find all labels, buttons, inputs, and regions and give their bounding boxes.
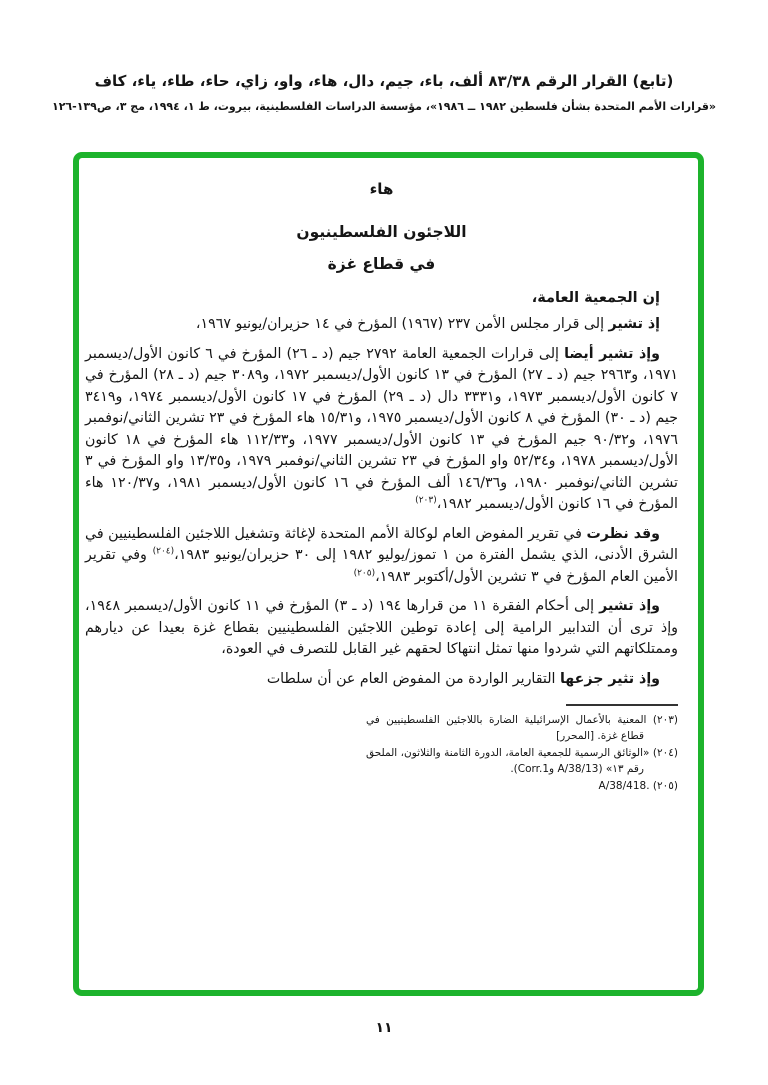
paragraph-lead: وإذ تثير جزعها	[559, 670, 660, 687]
footnote-marker: (٢٠٥)	[649, 780, 678, 792]
paragraph-text: في تقرير المفوض العام لوكالة الأمم المتحدة لإغاثة وتشغيل اللاجئين الفلسطينيين في الشرق الأدنى، الذي يشمل الفترة من ١ تموز/يوليو ١٩٨٢ إلى ٣٠ حزيران/يونيو ١٩٨٣،	[85, 525, 679, 563]
document-title-line1: اللاجئون الفلسطينيون	[296, 223, 467, 241]
salutation: إن الجمعية العامة،	[531, 290, 660, 306]
paragraph-text: إلى أحكام الفقرة ١١ من قرارها ١٩٤ (د ـ ٣) المؤرخ في ١١ كانون الأول/ديسمبر ١٩٤٨، وإذ ترى أن التدابير الرامية إلى إعادة توطين اللاجئين الفلسطينيين بقطاع غزة بعيدا عن ديارهم وممتلكاتهم التي شردوا منها تمثل انتهاكا لحقهم غير القابل للتصرف في العودة،	[85, 598, 678, 657]
paragraph	[85, 596, 678, 661]
paragraph-text: إلى قرار مجلس الأمن ٢٣٧ (١٩٦٧) المؤرخ في ١٤ حزيران/يونيو ١٩٦٧،	[195, 316, 609, 332]
footnote-marker: (٢٠٣)	[646, 714, 678, 726]
paragraph-list	[85, 314, 678, 690]
footnote-list	[366, 712, 678, 794]
footnote-item	[366, 778, 678, 794]
footnote-item	[366, 712, 678, 744]
footnote-text: «الوثائق الرسمية للجمعية العامة، الدورة الثامنة والثلاثون، الملحق رقم ١٣» (A/38/13‎ وCorr.1‎).	[366, 747, 650, 775]
footnote-reference: (٢٠٤)	[152, 546, 175, 557]
paragraph-text: إلى قرارات الجمعية العامة ٢٧٩٢ جيم (د ـ ٢٦) المؤرخ في ٦ كانون الأول/ديسمبر ١٩٧١، و٢٩٦٣ جيم (د ـ ٢٧) المؤرخ في ١٣ كانون الأول/ديسمبر ١٩٧٢، و٣٠٨٩ جيم (د ـ ٢٨) المؤرخ في ٧ كانون الأول/ديسمبر ١٩٧٣، و٣٣٣١ دال (د ـ ٢٩) المؤرخ في ١٧ كانون الأول/ديسمبر ١٩٧٤، و٣٤١٩ جيم (د ـ ٣٠) المؤرخ في ٨ كانون الأول/ديسمبر ١٩٧٥، و١٥/٣١ هاء المؤرخ في ٢٣ تشرين الثاني/نوفمبر ١٩٧٦، و٩٠/٣٢ جيم المؤرخ في ١٣ كانون الأول/ديسمبر ١٩٧٧، و١١٢/٣٣ هاء المؤرخ في ١٨ كانون الأول/ديسمبر ١٩٧٨، و٥٢/٣٤ واو المؤرخ في ٢٣ تشرين الثاني/نوفمبر ١٩٧٩، و١٣/٣٥ واو المؤرخ في ٣ تشرين الثاني/نوفمبر ١٩٨٠، و١٤٦/٣٦ ألف المؤرخ في ١٦ كانون الأول/ديسمبر ١٩٨١، و١٢٠/٣٧ هاء المؤرخ في ١٦ كانون الأول/ديسمبر ١٩٨٢،	[85, 345, 678, 512]
section-letter: هاء	[369, 180, 394, 198]
footnote-text: المعنية بالأعمال الإسرائيلية الضارة باللاجئين الفلسطينيين في قطاع غزة. [المحرر]	[366, 714, 647, 742]
footnote-reference: (٢٠٣)	[415, 495, 437, 506]
document-frame	[73, 152, 704, 996]
document-title-line2: في قطاع غزة	[327, 255, 436, 273]
page-number: ١١	[375, 1020, 393, 1036]
paragraph-text: التقارير الواردة من المفوض العام عن أن سلطات	[266, 670, 560, 687]
footnote-separator	[566, 704, 678, 706]
footnote-text: A/38/418.‎	[598, 780, 650, 792]
footnote-reference: (٢٠٥)	[353, 567, 376, 578]
footnote-item	[366, 745, 678, 777]
paragraph-lead: وقد نظرت	[586, 525, 660, 542]
footnote-marker: (٢٠٤)	[649, 747, 678, 759]
paragraph	[85, 524, 678, 589]
citation-header	[0, 72, 768, 113]
citation-resolution-line: (تابع) القرار الرقم ٨٣/٣٨ ألف، باء، جيم، دال، هاء، واو، زاي، حاء، طاء، ياء، كاف	[94, 72, 674, 90]
paragraph	[85, 314, 678, 336]
paragraph	[85, 669, 678, 691]
paragraph	[85, 344, 678, 516]
paragraph-lead: إذ تشير	[608, 316, 660, 332]
paragraph-text: وفي تقرير الأمين العام المؤرخ في ٣ تشرين الأول/أكتوبر ١٩٨٣،	[85, 547, 678, 585]
citation-source-line: «قرارات الأمم المتحدة بشأن فلسطين ١٩٨٢ ــ ١٩٨٦»، مؤسسة الدراسات الفلسطينية، بيروت، ط ١، ١٩٩٤، مج ٣، ص١٣٩-١٢٦	[51, 100, 716, 113]
paragraph-lead: وإذ تشير أيضا	[564, 345, 660, 362]
paragraph-lead: وإذ تشير	[599, 598, 660, 614]
document-title	[85, 216, 678, 280]
